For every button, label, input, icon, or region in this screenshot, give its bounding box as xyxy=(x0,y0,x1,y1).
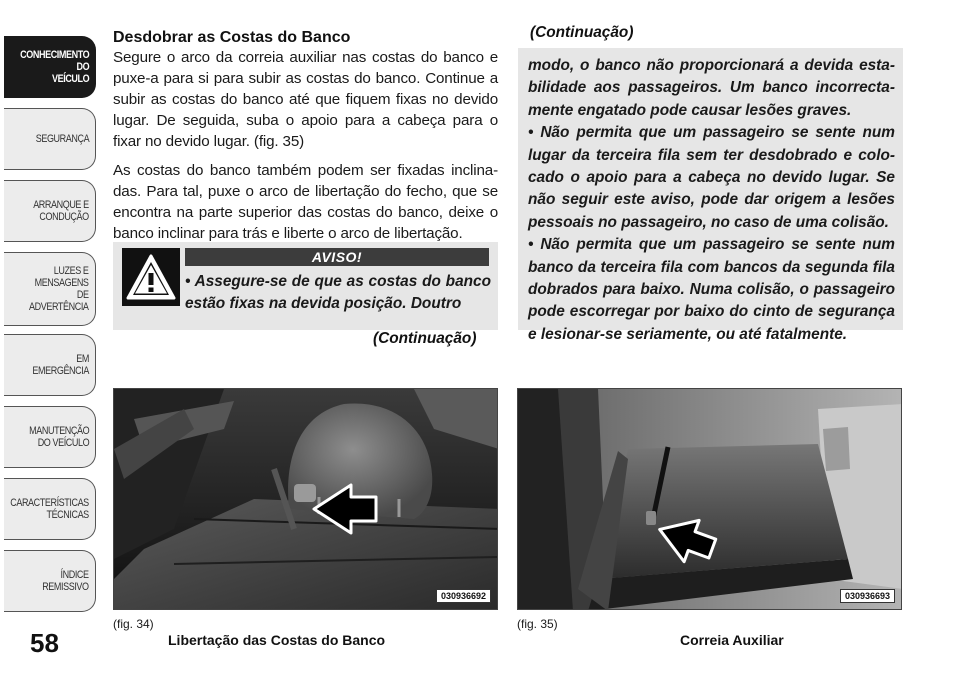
warning-paragraph-2: • Não permita que um passageiro se sente num lugar da terceira fila sem ter desdobrado e colo-cado o apoio para a cabeça no devido lugar. Se não seguir este aviso, pode dar origem a lesões pessoais no passageiro, no caso de uma colisão. xyxy=(528,124,895,231)
seat-photo-illustration xyxy=(114,389,498,610)
figure-code: 030936692 xyxy=(436,589,491,603)
tab-arranque-e-conducao[interactable] xyxy=(4,180,96,242)
warning-triangle-icon xyxy=(122,248,180,306)
tab-seguranca[interactable] xyxy=(4,108,96,170)
tab-manutencao-do-veiculo[interactable] xyxy=(4,406,96,468)
tab-label: ÍNDICE REMISSIVO xyxy=(42,569,89,593)
tab-label: MANUTENÇÃO DO VEÍCULO xyxy=(28,425,89,449)
continued-label-left: (Continuação) xyxy=(373,330,477,347)
tab-label: LUZES E MENSAGENS DE ADVERTÊNCIA xyxy=(29,265,89,313)
warning-continuation xyxy=(528,55,895,346)
section-heading: Desdobrar as Costas do Banco xyxy=(113,29,351,46)
body-paragraph-2: As costas do banco também podem ser fixadas inclina-das. Para tal, puxe o arco de libertação do fecho, que se encontra na parte superior das costas do banco, deixe o banco inclinar para trás e liberte o arco de libertação. xyxy=(113,162,498,242)
warning-title: AVISO! xyxy=(185,248,489,266)
strap-photo-illustration xyxy=(518,389,902,610)
warning-box-right xyxy=(518,48,903,343)
tab-label: CONHECIMENTO DO VEÍCULO xyxy=(19,49,89,85)
figure-caption-right: Correia Auxiliar xyxy=(680,632,784,648)
figure-seat-back-release xyxy=(113,388,498,610)
tab-em-emergencia[interactable] xyxy=(4,334,96,396)
figure-auxiliary-strap xyxy=(517,388,902,610)
warning-text: • Assegure-se de que as costas do banco estão fixas na devida posição. Doutro xyxy=(185,273,491,312)
figure-number-34: (fig. 34) xyxy=(113,617,154,631)
warning-paragraph-3: • Não permita que um passageiro se sente num banco da terceira fila com bancos da segunda fila dobrados para baixo. Numa colisão, o passageiro pode escorregar por baixo do cinto de segurança e lesionar-se seriamente, ou até fatalmente. xyxy=(528,236,895,343)
tab-label: EM EMERGÊNCIA xyxy=(32,353,89,377)
tab-label: ARRANQUE E CONDUÇÃO xyxy=(33,199,89,223)
figure-caption-left: Libertação das Costas do Banco xyxy=(168,632,386,648)
tab-label: CARACTERÍSTICAS TÉCNICAS xyxy=(10,497,89,521)
tab-luzes-e-mensagens[interactable] xyxy=(4,252,96,326)
left-column xyxy=(113,28,498,244)
tab-caracteristicas-tecnicas[interactable] xyxy=(4,478,96,540)
figure-number-35: (fig. 35) xyxy=(517,617,558,631)
continued-label-right: (Continuação) xyxy=(530,24,634,41)
tab-label: SEGURANÇA xyxy=(35,133,89,145)
chapter-sidebar xyxy=(0,0,96,640)
page-number: 58 xyxy=(30,628,59,658)
tab-indice-remissivo[interactable] xyxy=(4,550,96,612)
body-paragraph-1: Segure o arco da correia auxiliar nas costas do banco e puxe-a para si para subir as costas do banco. Continue a subir as costas do banco até que fiquem fixas no devido lugar. De seguida, suba o apoio para a cabeça para o fixar no devido lugar. (fig. 35) xyxy=(113,49,498,150)
warning-paragraph-1: modo, o banco não proporcionará a devida esta-bilidade aos passageiros. Um banco incorrecta-mente engatado pode causar lesões graves. xyxy=(528,57,895,119)
warning-box-left xyxy=(113,242,498,330)
tab-conhecimento-do-veiculo[interactable] xyxy=(4,36,96,98)
figure-code: 030936693 xyxy=(840,589,895,603)
